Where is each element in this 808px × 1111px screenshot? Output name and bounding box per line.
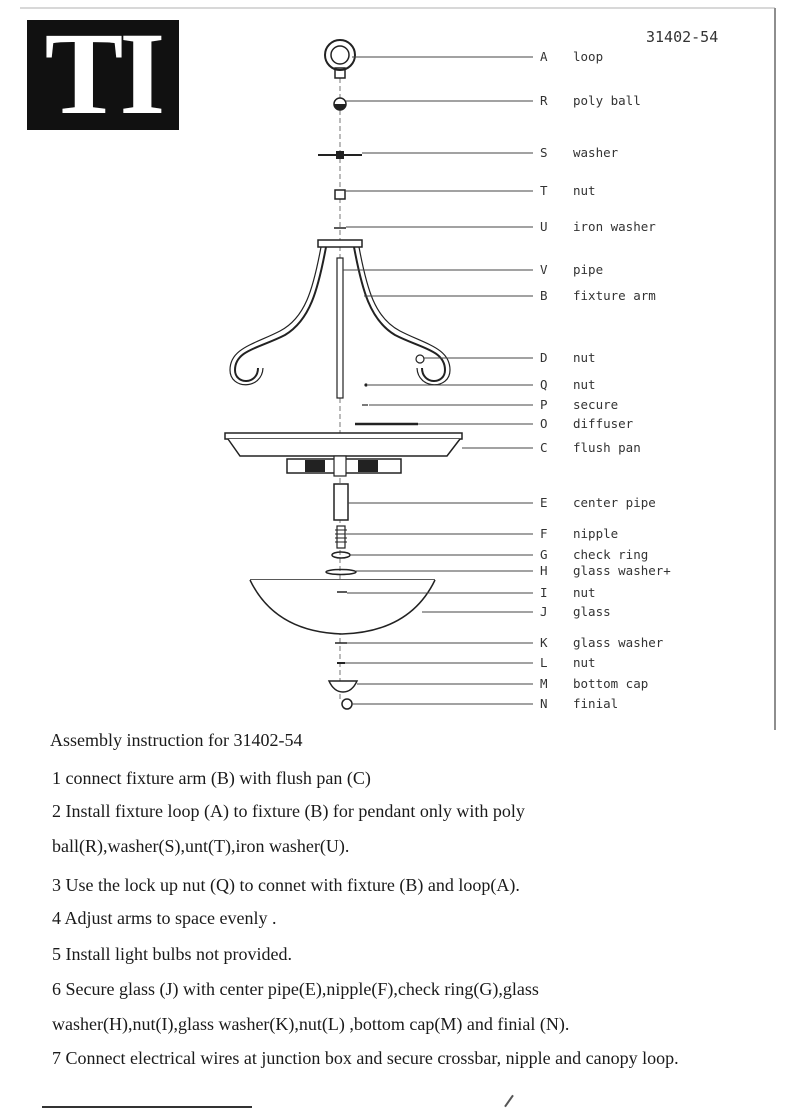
instruction-step: ball(R),washer(S),unt(T),iron washer(U). xyxy=(52,836,350,856)
part-letter: R xyxy=(540,93,548,108)
part-letter: O xyxy=(540,416,548,431)
part-letter: T xyxy=(540,183,548,198)
pen-mark xyxy=(504,1095,514,1108)
part-name: iron washer xyxy=(573,219,656,234)
part-loop xyxy=(325,40,355,78)
part-letter: E xyxy=(540,495,548,510)
part-letter: K xyxy=(540,635,548,650)
part-letter: J xyxy=(540,604,548,619)
part-name: nut xyxy=(573,350,596,365)
brand-logo-text: TI xyxy=(44,8,162,139)
model-number: 31402-54 xyxy=(646,28,719,46)
part-center-pipe xyxy=(334,484,348,520)
part-name: glass washer xyxy=(573,635,664,650)
part-name: nut xyxy=(573,655,596,670)
part-glass xyxy=(250,580,435,634)
part-name: diffuser xyxy=(573,416,634,431)
part-nut-t xyxy=(335,190,345,199)
instruction-step: 7 Connect electrical wires at junction box and secure crossbar, nipple and canopy loop. xyxy=(52,1048,679,1068)
part-name: glass washer+ xyxy=(573,563,671,578)
part-name: loop xyxy=(573,49,604,64)
part-letter: H xyxy=(540,563,548,578)
part-name: check ring xyxy=(573,547,649,562)
part-name: washer xyxy=(573,145,619,160)
instruction-step: 6 Secure glass (J) with center pipe(E),nipple(F),check ring(G),glass xyxy=(52,979,539,999)
part-name: pipe xyxy=(573,262,604,277)
bottom-rule xyxy=(42,1106,252,1108)
part-finial xyxy=(342,699,352,709)
part-nut-q xyxy=(364,383,367,386)
part-labels xyxy=(540,49,671,711)
instruction-step: 2 Install fixture loop (A) to fixture (B) for pendant only with poly xyxy=(52,801,525,821)
part-letter: P xyxy=(540,397,548,412)
instructions-title: Assembly instruction for 31402-54 xyxy=(50,730,303,750)
part-name: nipple xyxy=(573,526,619,541)
instruction-step: 5 Install light bulbs not provided. xyxy=(52,944,292,964)
part-letter: N xyxy=(540,696,548,711)
instruction-step: washer(H),nut(I),glass washer(K),nut(L) ,bottom cap(M) and finial (N). xyxy=(52,1014,570,1034)
part-nipple xyxy=(335,526,347,548)
part-name: finial xyxy=(573,696,619,711)
part-letter: V xyxy=(540,262,548,277)
part-name: center pipe xyxy=(573,495,656,510)
part-name: nut xyxy=(573,377,596,392)
part-name: poly ball xyxy=(573,93,641,108)
part-letter: I xyxy=(540,585,548,600)
part-check-ring xyxy=(332,552,350,558)
part-flush-pan xyxy=(225,433,462,476)
part-letter: L xyxy=(540,655,548,670)
part-name: fixture arm xyxy=(573,288,656,303)
part-name: bottom cap xyxy=(573,676,649,691)
part-nut-d xyxy=(416,355,424,363)
part-glass-washer-h xyxy=(326,570,356,575)
part-letter: G xyxy=(540,547,548,562)
part-name: glass xyxy=(573,604,611,619)
part-letter: U xyxy=(540,219,548,234)
part-name: nut xyxy=(573,585,596,600)
part-bottom-cap xyxy=(329,681,357,692)
part-name: nut xyxy=(573,183,596,198)
part-letter: C xyxy=(540,440,548,455)
part-letter: Q xyxy=(540,377,548,392)
part-fixture-arm xyxy=(230,240,450,398)
part-letter: B xyxy=(540,288,548,303)
instruction-step: 4 Adjust arms to space evenly . xyxy=(52,908,277,928)
part-letter: S xyxy=(540,145,548,160)
part-letter: A xyxy=(540,49,548,64)
part-letter: M xyxy=(540,676,548,691)
part-name: flush pan xyxy=(573,440,641,455)
part-poly-ball xyxy=(334,98,346,110)
part-washer xyxy=(318,151,362,159)
part-name: secure xyxy=(573,397,619,412)
instruction-step: 3 Use the lock up nut (Q) to connet with fixture (B) and loop(A). xyxy=(52,875,520,895)
part-letter: D xyxy=(540,350,548,365)
instruction-step: 1 connect fixture arm (B) with flush pan (C) xyxy=(52,768,371,788)
part-letter: F xyxy=(540,526,548,541)
